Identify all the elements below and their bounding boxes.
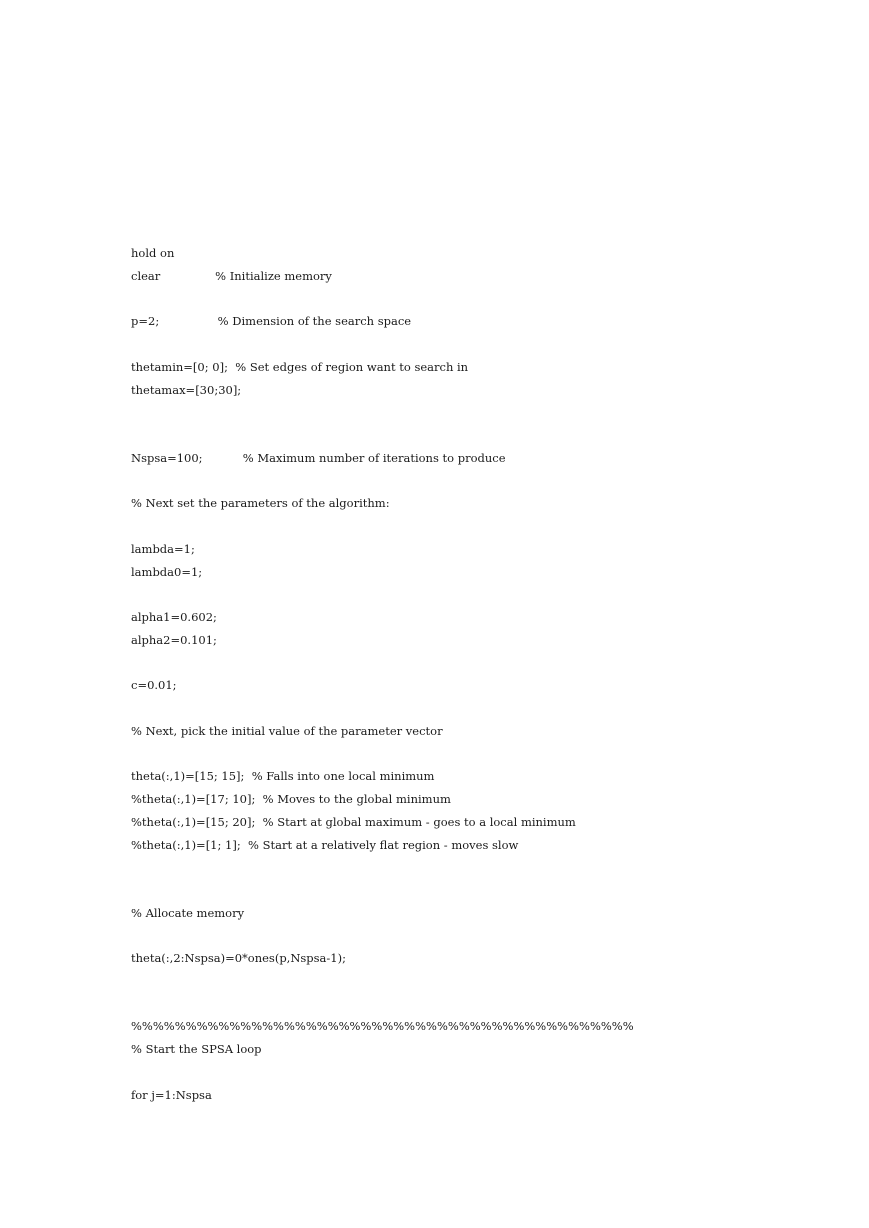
code-line-nspsa: Nspsa=100; % Maximum number of iterations to produce — [131, 451, 506, 465]
code-line-alpha1: alpha1=0.602; — [131, 610, 217, 624]
code-line-lambda: lambda=1; — [131, 542, 195, 556]
code-line-dimension: p=2; % Dimension of the search space — [131, 314, 412, 328]
code-line-comment-initial: % Next, pick the initial value of the parameter vector — [131, 724, 443, 738]
code-line-alpha2: alpha2=0.101; — [131, 633, 217, 647]
code-line-c: c=0.01; — [131, 678, 177, 692]
code-line-theta-global: %theta(:,1)=[17; 10]; % Moves to the global minimum — [131, 792, 451, 806]
code-line-thetamax: thetamax=[30;30]; — [131, 383, 242, 397]
code-line-for-loop: for j=1:Nspsa — [131, 1088, 212, 1102]
code-line-hold-on: hold on — [131, 246, 175, 260]
code-line-loop-comment: % Start the SPSA loop — [131, 1042, 262, 1056]
code-line-thetamin: thetamin=[0; 0]; % Set edges of region want to search in — [131, 360, 469, 374]
code-line-comment-params: % Next set the parameters of the algorithm: — [131, 496, 390, 510]
code-line-allocate: theta(:,2:Nspsa)=0*ones(p,Nspsa-1); — [131, 951, 346, 965]
code-line-theta-flat: %theta(:,1)=[1; 1]; % Start at a relatively flat region - moves slow — [131, 838, 519, 852]
code-line-clear: clear % Initialize memory — [131, 269, 332, 283]
code-line-separator: %%%%%%%%%%%%%%%%%%%%%%%%%%%%%%%%%%%%%%%%%%%%%% — [131, 1019, 634, 1033]
code-line-theta-maximum: %theta(:,1)=[15; 20]; % Start at global maximum - goes to a local minimum — [131, 815, 576, 829]
code-line-theta-local: theta(:,1)=[15; 15]; % Falls into one local minimum — [131, 769, 435, 783]
code-line-allocate-comment: % Allocate memory — [131, 906, 245, 920]
code-line-lambda0: lambda0=1; — [131, 565, 203, 579]
